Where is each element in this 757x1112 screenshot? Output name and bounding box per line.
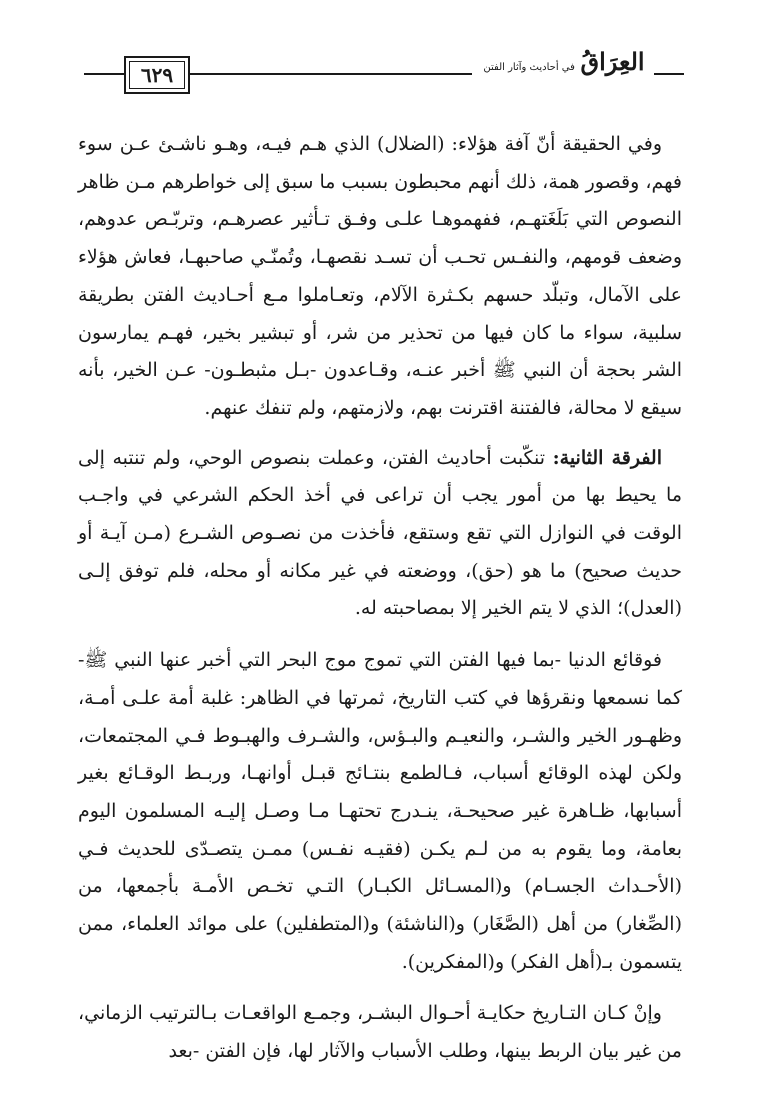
paragraph-3-text: فوقائع الدنيا -بما فيها الفتن التي تموج موج البحر التي أخبر عنها النبي ﷺ- كما نسمعها ونقرؤها في كتب التاريخ، ثمرتها في الظاهر: غلبة أمة علـى أمـة، وظهـور الخير والشـر، والنعيـم والبـؤس، والشـرف والهبـوط فـي المجتمعات، ولكن لهذه الوقائع أسباب، فـالطمع بنتـائج قبـل أوانهـا، وربـط الوقـائع بغير أسبابها، ظـاهرة غير صحيحـة، ينـدرج تحتهـا مـا وصـل إليـه المسلمون اليوم بعامة، وما يقوم به من لـم يكـن (فقيـه نفـس) ممـن يتصـدّى للحديث فـي (الأحـداث الجسـام) و(المسـائل الكبـار) التـي تخـص الأمـة بأجمعها، من (الصِّغار) من أهل (الصَّغَار) و(الناشئة) و(المتطفلين) على موائد العلماء، ممن يتسمون بـ(أهل الفكر) و(المفكرين). bbox=[78, 649, 682, 973]
header-rule-middle bbox=[190, 73, 472, 75]
page-number-box bbox=[124, 56, 190, 94]
book-title bbox=[476, 47, 652, 76]
paragraph-4-text: وإنْ كـان التـاريخ حكايـة أحـوال البشـر، وجمـع الواقعـات بـالترتيب الزماني، من غير بيان الربط بينها، وطلب الأسباب والآثار لها، فإن الفتن -بعد bbox=[78, 1002, 682, 1063]
header-rule-right bbox=[654, 73, 684, 75]
header-rule-left bbox=[84, 73, 124, 75]
paragraph-3 bbox=[78, 642, 682, 981]
paragraph-1 bbox=[78, 126, 682, 428]
paragraph-2-text: تنكّبت أحاديث الفتن، وعملت بنصوص الوحي، ولم تنتبه إلى ما يحيط بها من أمور يجب أن تراعى في أخذ الحكم الشرعي في واجـب الوقت في النوازل التي تقع وستقع، فأخذت من نصـوص الشـرع (مـن آيـة أو حديث صحيح) ما هو (حق)، ووضعته في غير مكانه أو محله، فلم توفق إلـى (العدل)؛ الذي لا يتم الخير إلا بمصاحبته له. bbox=[78, 446, 682, 620]
book-title-sub: في أحاديث وآثار الفتن bbox=[483, 62, 575, 73]
paragraph-2-lead: الفرقة الثانية: bbox=[552, 446, 662, 469]
paragraph-2 bbox=[78, 440, 682, 629]
page-number: ٦٢٩ bbox=[140, 63, 174, 87]
page-body bbox=[78, 126, 682, 1085]
paragraph-4 bbox=[78, 995, 682, 1070]
paragraph-1-text: وفي الحقيقة أنّ آفة هؤلاء: (الضلال) الذي هـم فيـه، وهـو ناشـئ عـن سوء فهم، وقصور همة، ذلك أنهم محبطون بسبب ما سبق إلى خواطرهم مـن ظاهر النصوص التي بَلَغَتهـم، ففهموهـا علـى وفـق تـأثير عصرهـم، وتربّـص عدوهم، وضعف قومهم، والنفـس تحـب أن تسـد نقصهـا، وتُمنّـي صاحبهـا، فعاش هؤلاء على الآمال، وتبلّد حسهم بكـثرة الآلام، وتعـاملوا مـع أحـاديث الفتن بطريقة سلبية، سواء ما كان فيها من تحذير من شر، أو تبشير بخير، فهـم يمارسون الشر بحجة أن النبي ﷺ أخبر عنـه، وقـاعدون -بـل مثبطـون- عـن الخير، بأنه سيقع لا محالة، فالفتنة اقترنت بهم، ولازمتهم، ولم تنفك عنهم. bbox=[78, 133, 682, 419]
running-header bbox=[84, 44, 684, 96]
book-title-main: العِرَاقُ bbox=[580, 47, 645, 76]
